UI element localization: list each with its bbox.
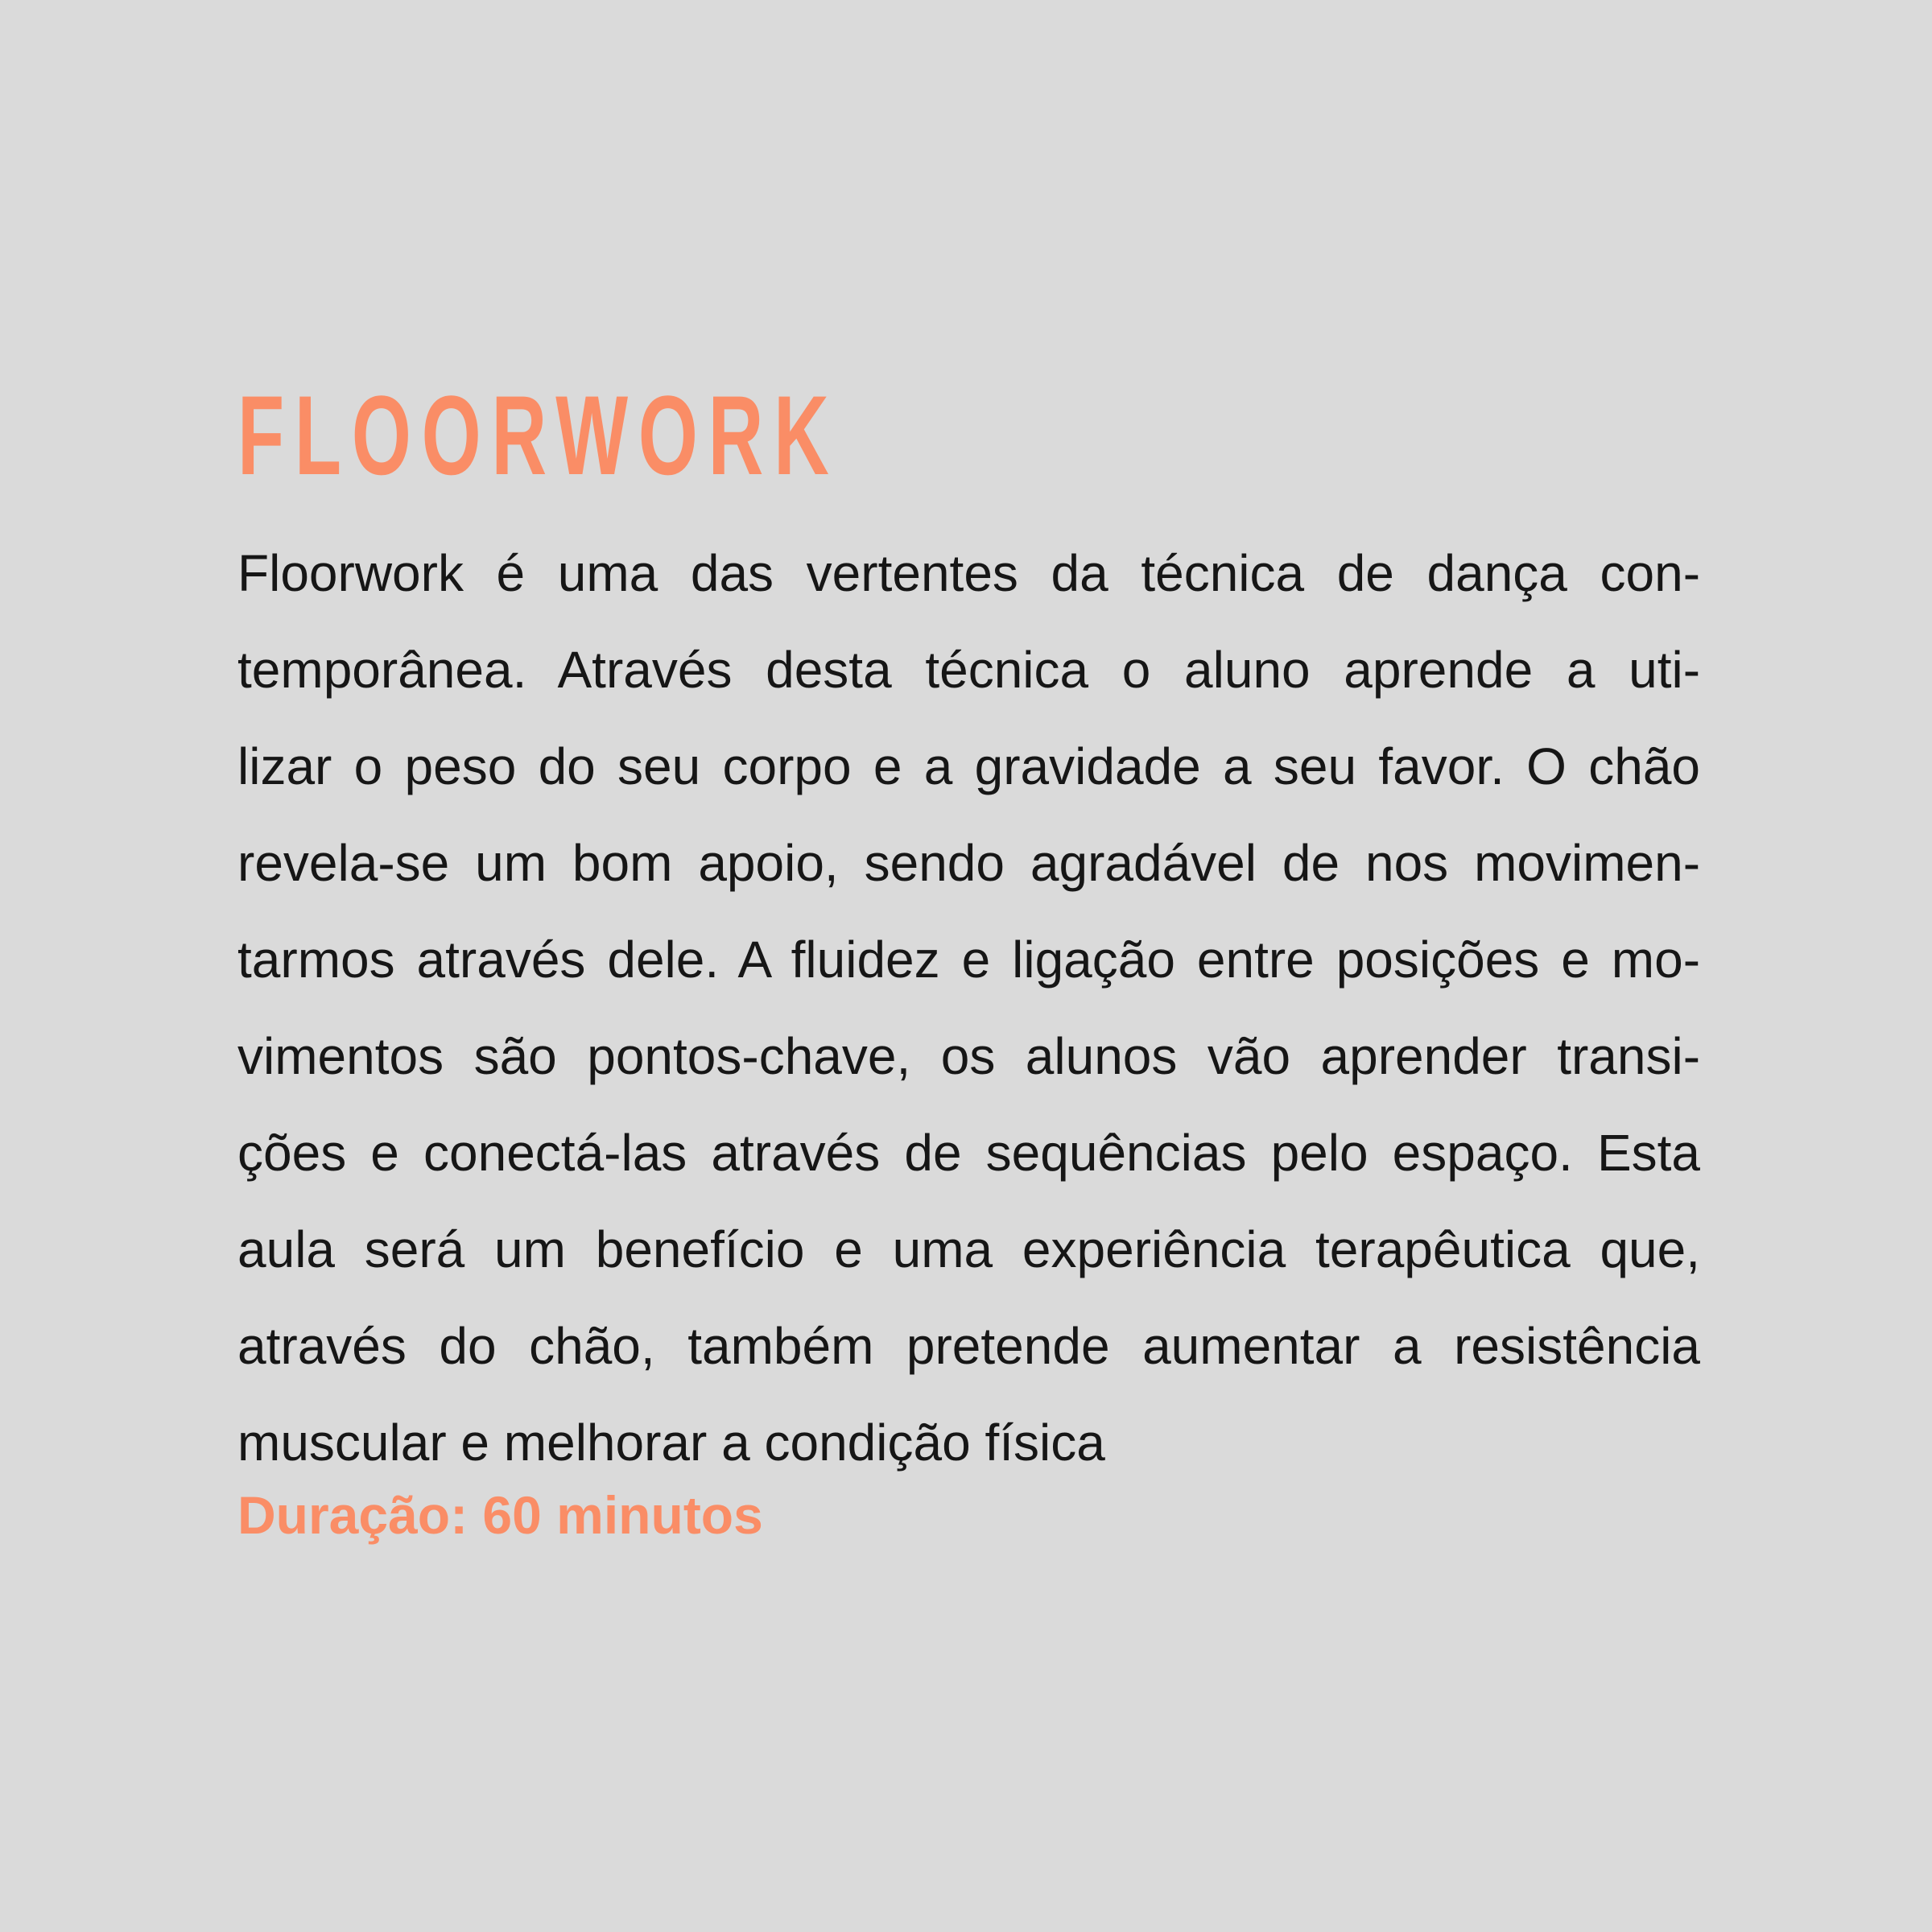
description-line: aula será um benefício e uma experiência terapêutica que, — [237, 1220, 1700, 1278]
description-line: lizar o peso do seu corpo e a gravidade a seu favor. O chão — [237, 737, 1700, 795]
duration-label: Duração: 60 minutos — [237, 1485, 763, 1545]
description-line: através do chão, também pretende aumentar a resistência — [237, 1317, 1700, 1375]
description-line: Floorwork é uma das vertentes da técnica de dança con- — [237, 544, 1700, 602]
description-line: revela-se um bom apoio, sendo agradável de nos movimen- — [237, 834, 1700, 892]
description-line: temporânea. Através desta técnica o aluno aprende a uti- — [237, 641, 1700, 699]
page-title: FLOORWORK — [237, 372, 840, 498]
description-line: vimentos são pontos-chave, os alunos vão aprender transi- — [237, 1027, 1700, 1085]
description-line: tarmos através dele. A fluidez e ligação entre posições e mo- — [237, 931, 1700, 989]
description-line: muscular e melhorar a condição física — [237, 1414, 1105, 1472]
description-line: ções e conectá-las através de sequências pelo espaço. Esta — [237, 1124, 1700, 1182]
class-description — [237, 525, 1700, 1491]
